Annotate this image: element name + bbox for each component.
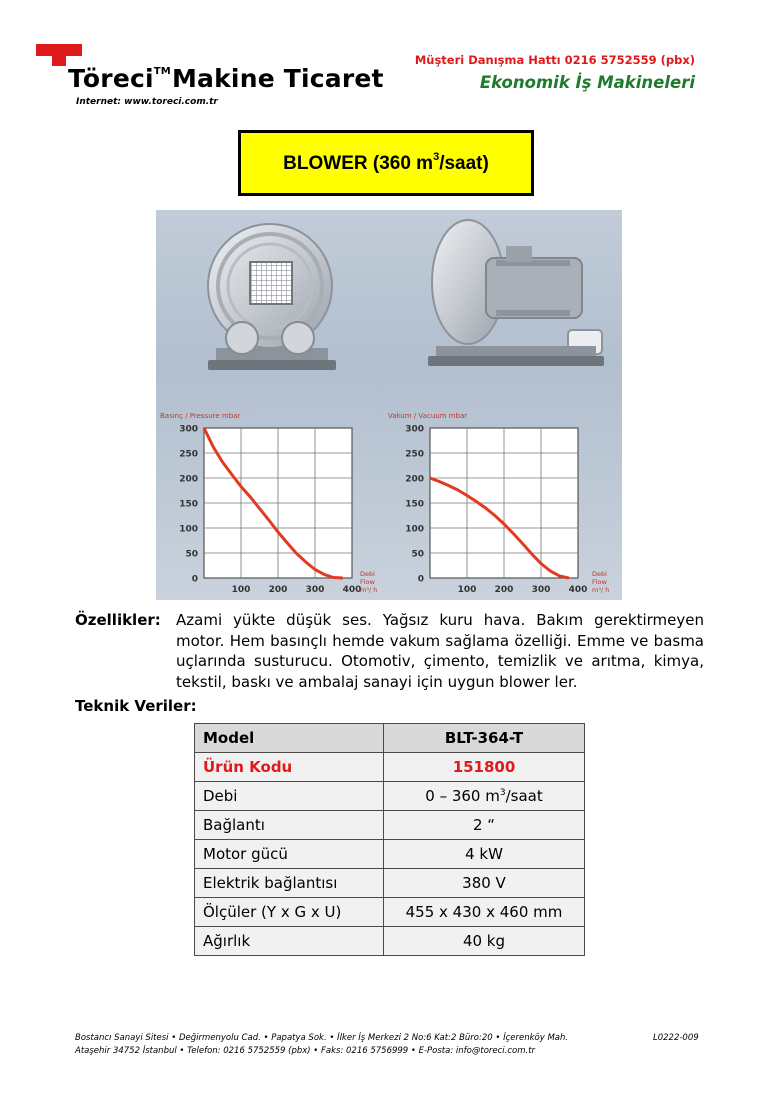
spec-value: 151800 xyxy=(384,753,585,782)
table-row xyxy=(195,840,585,869)
blower-front-view-image xyxy=(208,224,336,370)
spec-key: Debi xyxy=(195,782,384,811)
pressure-chart-y-ticks xyxy=(179,425,198,585)
pressure-chart-x-label-1: Debi xyxy=(360,570,375,578)
spec-key: Ölçüler (Y x G x U) xyxy=(195,898,384,927)
table-row xyxy=(195,869,585,898)
pressure-chart xyxy=(160,412,377,595)
spec-key: Model xyxy=(195,724,384,753)
vacuum-chart-x-label-1: Debi xyxy=(592,570,607,578)
vacuum-chart xyxy=(388,412,609,595)
features-label: Özellikler: xyxy=(75,611,161,629)
y-tick-label: 0 xyxy=(417,574,424,585)
spec-value: 4 kW xyxy=(384,840,585,869)
vacuum-chart-x-label-3: m³/ h xyxy=(592,586,610,594)
x-tick-label: 300 xyxy=(305,585,325,595)
y-tick-label: 100 xyxy=(179,524,198,535)
document-code: L0222-009 xyxy=(653,1033,699,1043)
table-row xyxy=(195,898,585,927)
spec-key: Ağırlık xyxy=(195,927,384,956)
spec-key: Motor gücü xyxy=(195,840,384,869)
y-tick-label: 200 xyxy=(179,474,198,485)
vacuum-chart-y-ticks xyxy=(405,425,424,585)
website-url[interactable]: Internet: www.toreci.com.tr xyxy=(76,97,218,107)
x-tick-label: 300 xyxy=(531,585,551,595)
x-tick-label: 200 xyxy=(268,585,288,595)
table-row xyxy=(195,724,585,753)
spec-value: BLT-364-T xyxy=(384,724,585,753)
x-tick-label: 400 xyxy=(568,585,588,595)
spec-value: 455 x 430 x 460 mm xyxy=(384,898,585,927)
footer-address-line-2: Ataşehir 34752 İstanbul • Telefon: 0216 5752559 (pbx) • Faks: 0216 5756999 • E-Posta: info@toreci.com.tr xyxy=(75,1046,536,1056)
spec-key: Bağlantı xyxy=(195,811,384,840)
features-text: Azami yükte düşük ses. Yağsız kuru hava. Bakım gerektirmeyen motor. Hem basınçlı hemde vakum sağlama özelliği. Emme ve basma uçlarında susturucu. Otomotiv, çimento, temizlik ve arıtma, kimya, tekstil, baskı ve ambalaj sanayi için uygun blower ler. xyxy=(176,611,704,691)
y-tick-label: 250 xyxy=(405,449,424,460)
blower-side-view-image xyxy=(428,220,604,366)
spec-value: 0 – 360 $m^3$/saat xyxy=(384,782,585,811)
y-tick-label: 50 xyxy=(185,549,198,560)
table-row xyxy=(195,753,585,782)
table-row xyxy=(195,927,585,956)
product-photo xyxy=(156,210,622,600)
vacuum-chart-x-ticks xyxy=(458,585,588,595)
pressure-chart-title: Basınç / Pressure mbar xyxy=(160,412,241,420)
spec-value: 40 kg xyxy=(384,927,585,956)
x-tick-label: 100 xyxy=(231,585,251,595)
tech-data-label: Teknik Veriler: xyxy=(75,697,197,715)
vacuum-chart-title: Vakum / Vacuum mbar xyxy=(388,412,468,420)
brand-name: Töreci™Makine Ticaret xyxy=(68,64,384,93)
pressure-chart-x-label-2: Flow xyxy=(360,578,375,586)
table-row xyxy=(195,782,585,811)
y-tick-label: 150 xyxy=(405,499,424,510)
x-tick-label: 200 xyxy=(494,585,514,595)
product-title: BLOWER (360 $m^3/saat$) xyxy=(283,151,489,174)
y-tick-label: 0 xyxy=(191,574,198,585)
slogan: Ekonomik İş Makineleri xyxy=(479,73,695,92)
y-tick-label: 200 xyxy=(405,474,424,485)
pressure-chart-x-ticks xyxy=(232,585,362,595)
y-tick-label: 100 xyxy=(405,524,424,535)
spec-value: 380 V xyxy=(384,869,585,898)
pressure-chart-x-label-3: m³/ h xyxy=(360,586,378,594)
y-tick-label: 50 xyxy=(411,549,424,560)
x-tick-label: 100 xyxy=(457,585,477,595)
product-title-box xyxy=(238,130,534,196)
footer-address-line-1: Bostancı Sanayi Sitesi • Değirmenyolu Cad. • Papatya Sok. • İlker İş Merkezi 2 No:6 Kat:2 Büro:20 • İçerenköy Mah. xyxy=(75,1033,569,1043)
spec-value: 2 “ xyxy=(384,811,585,840)
y-tick-label: 300 xyxy=(179,424,198,435)
x-tick-label: 400 xyxy=(342,585,362,595)
customer-hotline: Müşteri Danışma Hattı 0216 5752559 (pbx) xyxy=(414,53,695,67)
spec-key: Ürün Kodu xyxy=(195,753,384,782)
spec-key: Elektrik bağlantısı xyxy=(195,869,384,898)
spec-table xyxy=(194,723,585,956)
vacuum-chart-x-label-2: Flow xyxy=(592,578,607,586)
table-row xyxy=(195,811,585,840)
y-tick-label: 300 xyxy=(405,424,424,435)
y-tick-label: 250 xyxy=(179,449,198,460)
y-tick-label: 150 xyxy=(179,499,198,510)
